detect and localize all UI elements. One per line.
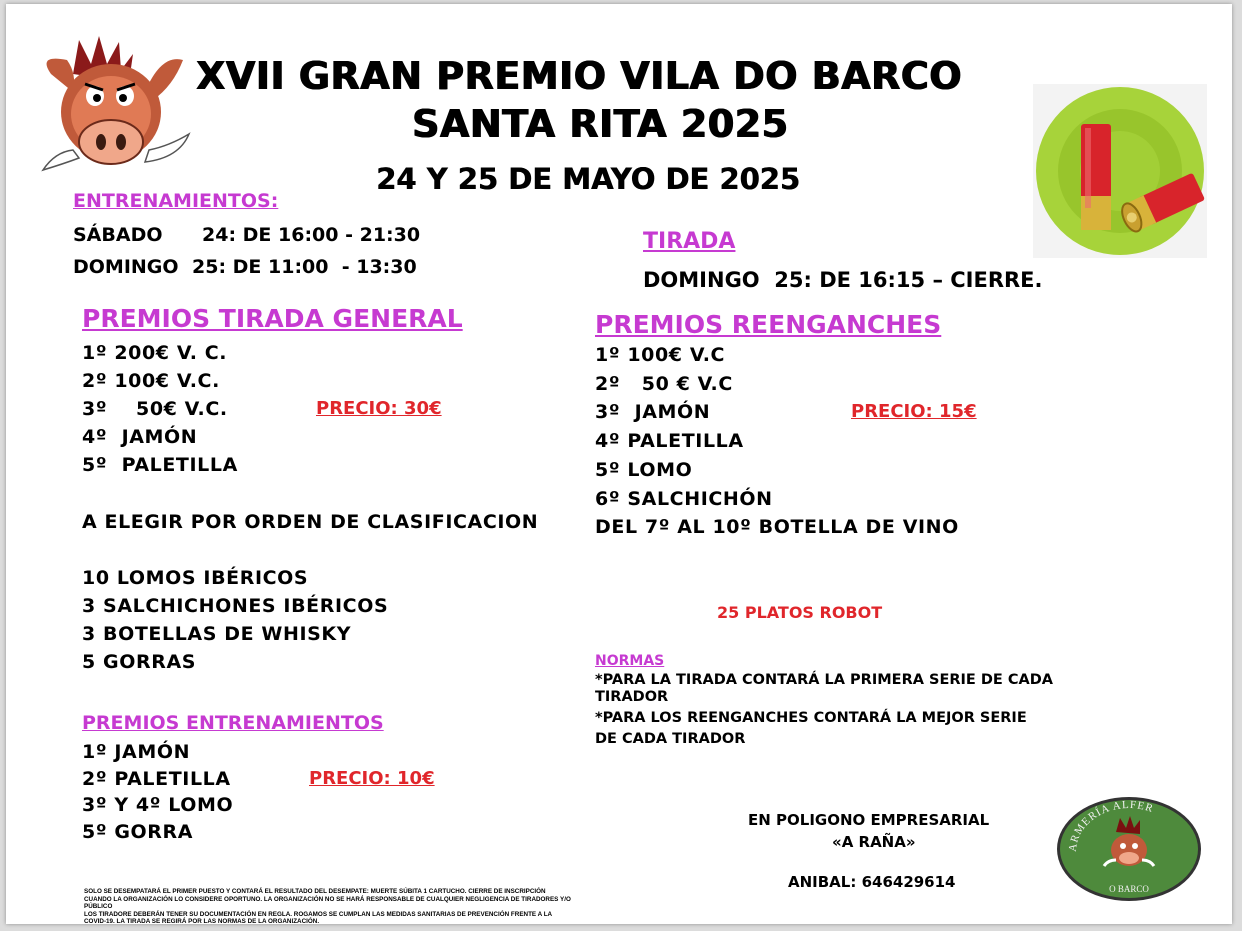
contact-phone: ANIBAL: 646429614 <box>788 873 956 891</box>
fine-print-para2: LOS TIRADORE DEBERÁN TENER SU DOCUMENTACIÓN EN REGLA. ROGAMOS SE CUMPLAN LAS MEDIDAS SANITARIAS DE PREVENCIÓN FRENTE A LA COVID-19. LA TIRADA SE REGIRÁ POR LAS NORMAS DE LA ORGANIZACIÓN. <box>84 910 552 925</box>
rule-1-line2: TIRADOR <box>595 689 669 705</box>
list-item: 3º JAMÓN <box>595 401 711 423</box>
list-item: 4º JAMÓN <box>82 426 198 448</box>
sunday-label: DOMINGO <box>73 256 179 278</box>
location-line1: EN POLIGONO EMPRESARIAL <box>748 811 990 829</box>
tirada-schedule: DOMINGO 25: DE 16:15 – CIERRE. <box>643 268 1043 292</box>
fine-print-para1: SOLO SE DESEMPATARÁ EL PRIMER PUESTO Y CONTARÁ EL RESULTADO DEL DESEMPATE: MUERTE SÚBITA 1 CARTUCHO. CIERRE DE INSCRIPCIÓN CUANDO LA ORGANIZACIÓN LO CONSIDERE OPORTUNO. LA ORGANIZACIÓN NO SE HARÁ RESPONSABLE DE CUALQUIER NEGLIGENCIA DE TIRADORES Y/O PÚBLICO <box>84 888 571 910</box>
list-item: 5º PALETILLA <box>82 454 238 476</box>
title-line2: SANTA RITA 2025 <box>412 102 789 146</box>
list-item: 6º SALCHICHÓN <box>595 488 773 510</box>
list-item: 2º 100€ V.C. <box>82 370 220 392</box>
entrenamientos-heading: ENTRENAMIENTOS: <box>73 190 279 212</box>
location-line2: «A RAÑA» <box>832 833 916 851</box>
list-item: 5º GORRA <box>82 821 194 843</box>
fine-print <box>84 888 574 926</box>
price-general: PRECIO: 30€ <box>316 398 442 419</box>
list-item: 4º PALETILLA <box>595 430 744 452</box>
rule-2-line2: DE CADA TIRADOR <box>595 731 746 747</box>
list-item: 3 BOTELLAS DE WHISKY <box>82 623 352 645</box>
choose-order-text: A ELEGIR POR ORDEN DE CLASIFICACION <box>82 511 539 533</box>
badge-bottom-text: O BARCO <box>1109 884 1149 894</box>
poster <box>6 4 1232 924</box>
list-item: 2º PALETILLA <box>82 768 231 790</box>
title-line1: XVII GRAN PREMIO VILA DO BARCO <box>196 54 962 98</box>
list-item: 3 SALCHICHONES IBÉRICOS <box>82 595 389 617</box>
tirada-heading: TIRADA <box>643 229 736 254</box>
platos-robot-text: 25 PLATOS ROBOT <box>717 603 883 622</box>
list-item: 10 LOMOS IBÉRICOS <box>82 567 309 589</box>
premios-general-heading: PREMIOS TIRADA GENERAL <box>82 304 463 333</box>
list-item: 5º LOMO <box>595 459 693 481</box>
armeria-alfer-badge <box>1054 794 1204 904</box>
badge-top-text: ARMERÍA ALFER <box>1066 798 1156 853</box>
sunday-time: 25: DE 11:00 - 13:30 <box>192 256 417 278</box>
boar-mascot-icon <box>33 34 195 179</box>
rule-1-line1: *PARA LA TIRADA CONTARÁ LA PRIMERA SERIE DE CADA <box>595 672 1053 688</box>
rule-2-line1: *PARA LOS REENGANCHES CONTARÁ LA MEJOR SERIE <box>595 710 1027 726</box>
normas-heading: NORMAS <box>595 653 665 669</box>
shotgun-shell-icon <box>1033 84 1207 258</box>
saturday-time: 24: DE 16:00 - 21:30 <box>202 224 421 246</box>
saturday-label: SÁBADO <box>73 224 163 246</box>
clay-target-image <box>1033 84 1207 258</box>
price-reenganches: PRECIO: 15€ <box>851 401 977 422</box>
list-item: 1º 100€ V.C <box>595 344 726 366</box>
list-item: 1º JAMÓN <box>82 741 191 763</box>
list-item: 2º 50 € V.C <box>595 373 733 395</box>
list-item: 3º 50€ V.C. <box>82 398 228 420</box>
event-dates: 24 Y 25 DE MAYO DE 2025 <box>376 162 800 196</box>
price-entrenamientos: PRECIO: 10€ <box>309 768 435 789</box>
premios-reenganches-heading: PREMIOS REENGANCHES <box>595 310 942 339</box>
premios-entrenamientos-heading: PREMIOS ENTRENAMIENTOS <box>82 712 384 734</box>
list-item: DEL 7º AL 10º BOTELLA DE VINO <box>595 516 959 538</box>
list-item: 5 GORRAS <box>82 651 197 673</box>
list-item: 1º 200€ V. C. <box>82 342 228 364</box>
list-item: 3º Y 4º LOMO <box>82 794 234 816</box>
